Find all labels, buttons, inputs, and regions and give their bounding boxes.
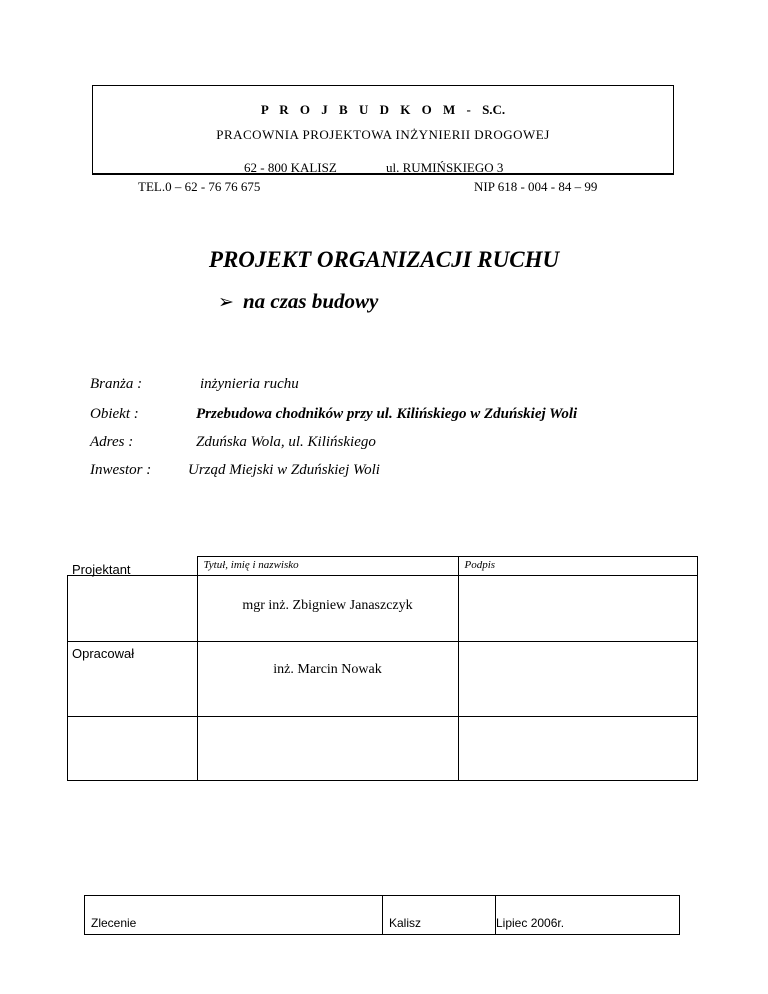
signature-table bbox=[67, 556, 698, 781]
phone-number: TEL.0 – 62 - 76 76 675 bbox=[138, 179, 261, 194]
table-row bbox=[68, 642, 698, 717]
detail-value: Zduńska Wola, ul. Kilińskiego bbox=[196, 434, 376, 450]
tax-id: NIP 618 - 004 - 84 – 99 bbox=[474, 179, 598, 194]
company-subtitle: PRACOWNIA PROJEKTOWA INŻYNIERII DROGOWEJ bbox=[216, 127, 550, 142]
detail-value: inżynieria ruchu bbox=[200, 376, 299, 392]
arrow-bullet-icon: ➢ bbox=[218, 292, 234, 313]
detail-label: Obiekt : bbox=[90, 406, 139, 422]
detail-label: Adres : bbox=[90, 434, 134, 450]
place-cell: Kalisz bbox=[383, 896, 496, 935]
detail-label: Branża : bbox=[90, 376, 143, 392]
document-subtitle: na czas budowy bbox=[243, 289, 379, 313]
document-title: PROJEKT ORGANIZACJI RUCHU bbox=[208, 247, 560, 272]
detail-value: Urząd Miejski w Zduńskiej Woli bbox=[188, 462, 380, 478]
row-role: Opracował bbox=[72, 646, 135, 661]
address-city: 62 - 800 KALISZ bbox=[244, 160, 337, 175]
row-name: mgr inż. Zbigniew Janaszczyk bbox=[242, 598, 413, 613]
row-name: inż. Marcin Nowak bbox=[273, 662, 382, 677]
company-name: P R O J B U D K O M - S.C. bbox=[260, 102, 506, 117]
date-cell: Lipiec 2006r. bbox=[496, 896, 680, 935]
row-role: Projektant bbox=[72, 562, 131, 577]
detail-value: Przebudowa chodników przy ul. Kilińskiego w Zduńskiej Woli bbox=[196, 406, 578, 422]
detail-label: Inwestor : bbox=[90, 462, 152, 478]
column-header: Podpis bbox=[464, 559, 496, 571]
table-row bbox=[68, 576, 698, 642]
column-header: Tytuł, imię i nazwisko bbox=[203, 559, 299, 571]
footer-table bbox=[84, 895, 680, 935]
table-row bbox=[68, 717, 698, 781]
order-cell: Zlecenie bbox=[85, 896, 383, 935]
address-street: ul. RUMIŃSKIEGO 3 bbox=[386, 160, 504, 175]
